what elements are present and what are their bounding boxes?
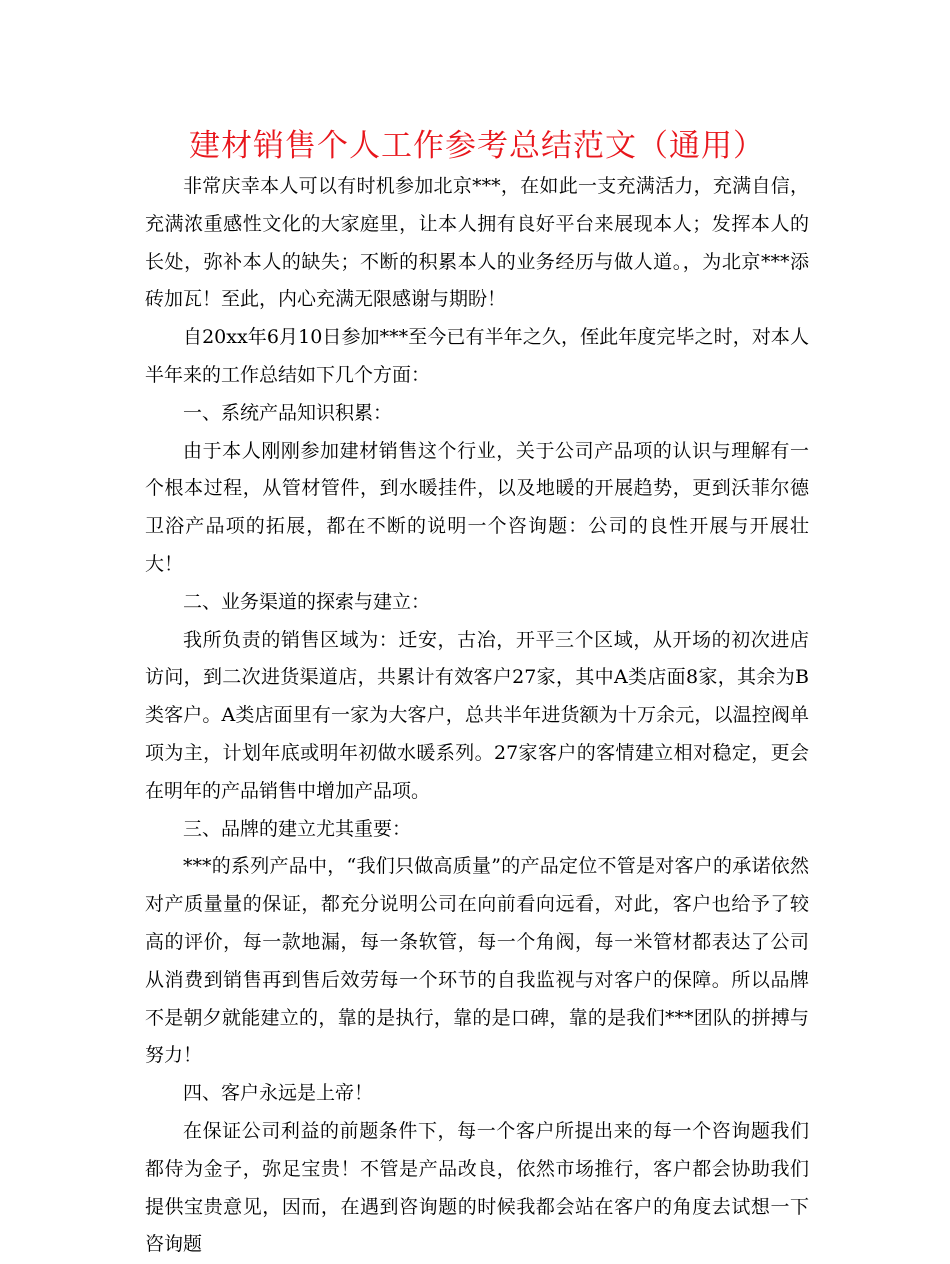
document-title: 建材销售个人工作参考总结范文（通用） bbox=[189, 128, 765, 164]
document-page bbox=[145, 126, 809, 1264]
paragraph-section-2: 我所负责的销售区域为：迁安，古冶，开平三个区域，从开场的初次进店访问，到二次进货渠道店，共累计有效客户27家，其中A类店面8家，其余为B类客户。A类店面里有一家为大客户，总共半年进货额为十万余元，以温控阀单项为主，计划年底或明年初做水暖系列。27家客户的客情建立相对稳定，更会在明年的产品销售中增加产品项。 bbox=[145, 628, 809, 802]
section-heading-2: 二、业务渠道的探索与建立： bbox=[183, 590, 431, 613]
paragraph-section-1: 由于本人刚刚参加建材销售这个行业，关于公司产品项的认识与理解有一个根本过程，从管材管件，到水暖挂件，以及地暖的开展趋势，更到沃菲尔德卫浴产品项的拓展，都在不断的说明一个咨询题：公司的良性开展与开展壮大！ bbox=[145, 439, 809, 575]
section-heading-1: 一、系统产品知识积累： bbox=[183, 401, 393, 424]
paragraph-summary-intro: 自20xx年6月10日参加***至今已有半年之久，侄此年度完毕之时，对本人半年来的工作总结如下几个方面： bbox=[145, 326, 809, 386]
section-heading-4: 四、客户永远是上帝！ bbox=[183, 1082, 374, 1105]
paragraph-section-3: ***的系列产品中，“我们只做高质量”的产品定位不管是对客户的承诺依然对产质量量的保证，都充分说明公司在向前看向远看，对此，客户也给予了较高的评价，每一款地漏，每一条软管，每一个角阀，每一米管材都表达了公司从消费到销售再到售后效劳每一个环节的自我监视与对客户的保障。所以品牌不是朝夕就能建立的，靠的是执行，靠的是口碑，靠的是我们***团队的拼搏与努力！ bbox=[145, 855, 809, 1067]
section-heading-3: 三、品牌的建立尤其重要： bbox=[183, 817, 412, 840]
paragraph-section-4: 在保证公司利益的前题条件下，每一个客户所提出来的每一个咨询题我们都侍为金子，弥足宝贵！不管是产品改良，依然市场推行，客户都会协助我们提供宝贵意见，因而，在遇到咨询题的时候我都会站在客户的角度去试想一下咨询题 bbox=[145, 1119, 809, 1256]
paragraph-intro: 非常庆幸本人可以有时机参加北京***，在如此一支充满活力，充满自信，充满浓重感性文化的大家庭里，让本人拥有良好平台来展现本人；发挥本人的长处，弥补本人的缺失；不断的积累本人的业务经历与做人道。，为北京***添砖加瓦！至此，内心充满无限感谢与期盼！ bbox=[145, 175, 809, 311]
